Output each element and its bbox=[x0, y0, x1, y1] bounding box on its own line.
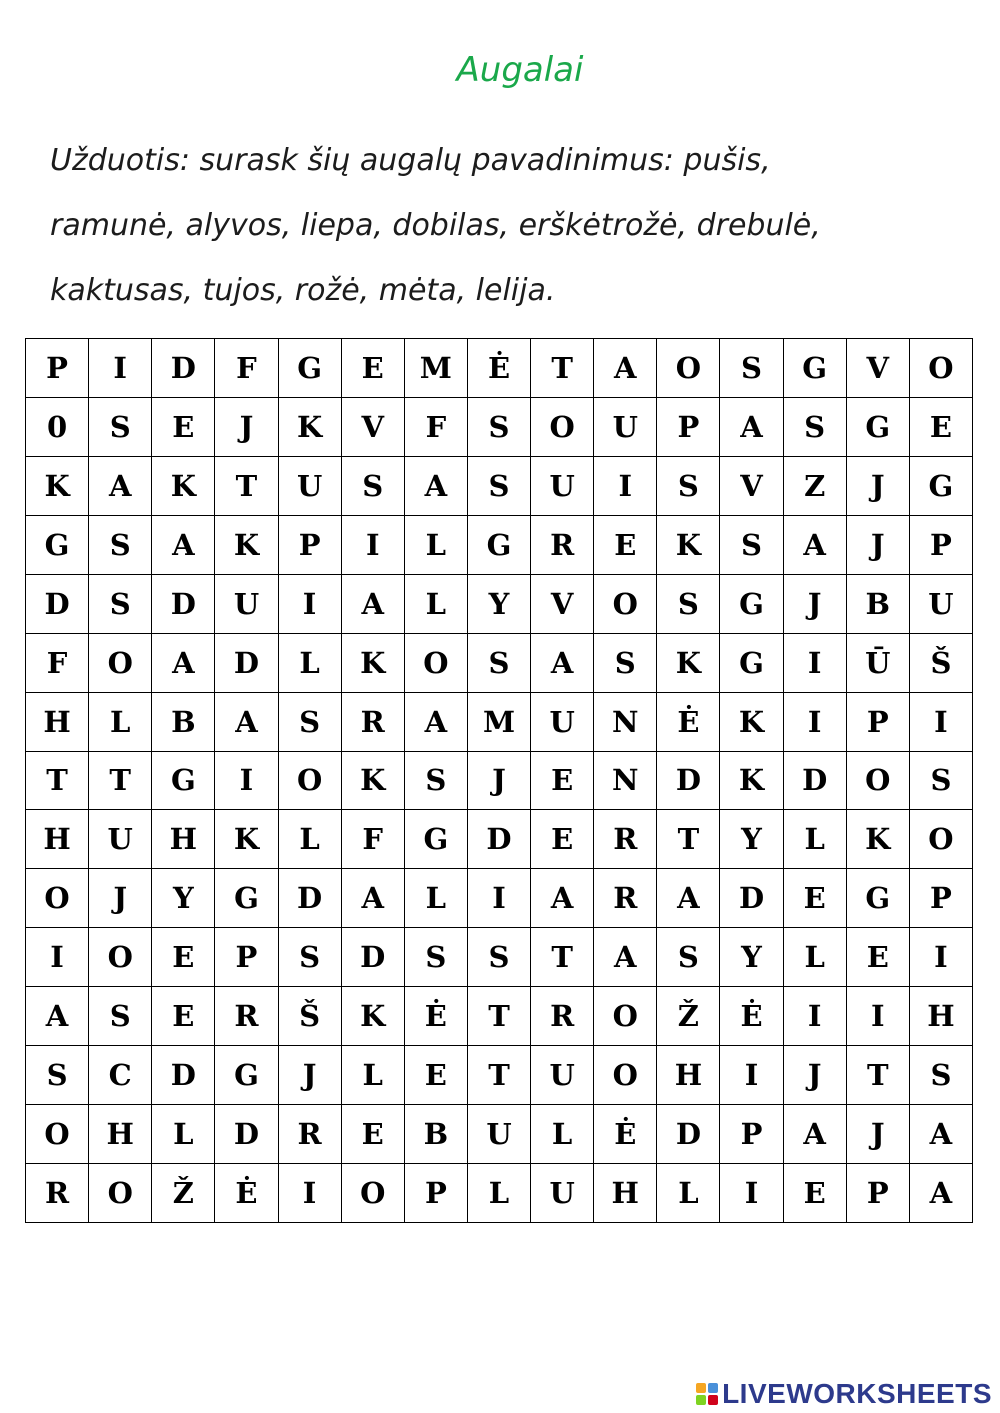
grid-cell[interactable]: H bbox=[26, 810, 89, 869]
grid-cell[interactable]: I bbox=[594, 457, 657, 516]
grid-cell[interactable]: V bbox=[531, 575, 594, 634]
grid-cell[interactable]: P bbox=[847, 1164, 910, 1223]
grid-cell[interactable]: Y bbox=[720, 810, 783, 869]
grid-cell[interactable]: P bbox=[720, 1105, 783, 1164]
grid-cell[interactable]: O bbox=[279, 752, 342, 811]
grid-cell[interactable]: H bbox=[26, 693, 89, 752]
liveworksheets-logo bbox=[696, 1377, 992, 1411]
grid-cell[interactable]: O bbox=[594, 987, 657, 1046]
grid-cell[interactable]: O bbox=[594, 575, 657, 634]
grid-cell[interactable]: H bbox=[657, 1046, 720, 1105]
grid-cell[interactable]: L bbox=[405, 869, 468, 928]
grid-cell[interactable]: A bbox=[531, 869, 594, 928]
grid-cell[interactable]: E bbox=[531, 752, 594, 811]
grid-cell[interactable]: S bbox=[657, 457, 720, 516]
grid-cell[interactable]: H bbox=[89, 1105, 152, 1164]
grid-cell[interactable]: D bbox=[342, 928, 405, 987]
grid-cell[interactable]: E bbox=[342, 1105, 405, 1164]
logo-square-4 bbox=[708, 1395, 718, 1405]
grid-cell[interactable]: D bbox=[215, 1105, 278, 1164]
grid-cell[interactable]: Z bbox=[784, 457, 847, 516]
grid-cell[interactable]: H bbox=[152, 810, 215, 869]
grid-cell[interactable]: 0 bbox=[26, 398, 89, 457]
grid-cell[interactable]: D bbox=[215, 634, 278, 693]
grid-cell[interactable]: P bbox=[657, 398, 720, 457]
grid-cell[interactable]: D bbox=[26, 575, 89, 634]
grid-cell[interactable]: A bbox=[26, 987, 89, 1046]
grid-cell[interactable]: I bbox=[342, 516, 405, 575]
grid-cell[interactable]: D bbox=[720, 869, 783, 928]
grid-cell[interactable]: S bbox=[910, 1046, 973, 1105]
grid-cell[interactable]: L bbox=[342, 1046, 405, 1105]
grid-cell[interactable]: R bbox=[531, 987, 594, 1046]
grid-cell[interactable]: A bbox=[657, 869, 720, 928]
grid-cell[interactable]: J bbox=[89, 869, 152, 928]
grid-cell[interactable]: I bbox=[847, 987, 910, 1046]
grid-cell[interactable]: V bbox=[847, 339, 910, 398]
grid-cell[interactable]: I bbox=[784, 634, 847, 693]
grid-cell[interactable]: U bbox=[531, 1046, 594, 1105]
grid-cell[interactable]: J bbox=[468, 752, 531, 811]
grid-cell[interactable]: P bbox=[279, 516, 342, 575]
grid-cell[interactable]: T bbox=[847, 1046, 910, 1105]
grid-cell[interactable]: E bbox=[152, 928, 215, 987]
grid-cell[interactable]: L bbox=[405, 575, 468, 634]
grid-cell[interactable]: N bbox=[594, 752, 657, 811]
grid-cell[interactable]: H bbox=[910, 987, 973, 1046]
grid-cell[interactable]: A bbox=[342, 869, 405, 928]
grid-cell[interactable]: F bbox=[215, 339, 278, 398]
grid-cell[interactable]: K bbox=[847, 810, 910, 869]
task-line-1: Užduotis: surask šių augalų pavadinimus: pušis, bbox=[50, 143, 771, 178]
grid-cell[interactable]: T bbox=[468, 1046, 531, 1105]
grid-cell[interactable]: T bbox=[531, 339, 594, 398]
grid-cell[interactable]: K bbox=[720, 693, 783, 752]
grid-cell[interactable]: J bbox=[847, 457, 910, 516]
grid-cell[interactable]: L bbox=[784, 928, 847, 987]
grid-cell[interactable]: E bbox=[847, 928, 910, 987]
grid-cell[interactable]: K bbox=[342, 987, 405, 1046]
grid-cell[interactable]: D bbox=[152, 339, 215, 398]
grid-cell[interactable]: R bbox=[26, 1164, 89, 1223]
grid-cell[interactable]: U bbox=[531, 457, 594, 516]
grid-cell[interactable]: I bbox=[910, 928, 973, 987]
grid-cell[interactable]: I bbox=[89, 339, 152, 398]
grid-cell[interactable]: G bbox=[910, 457, 973, 516]
grid-cell[interactable]: E bbox=[405, 1046, 468, 1105]
grid-cell[interactable]: O bbox=[594, 1046, 657, 1105]
grid-cell[interactable]: R bbox=[342, 693, 405, 752]
grid-cell[interactable]: S bbox=[26, 1046, 89, 1105]
grid-cell[interactable]: O bbox=[89, 1164, 152, 1223]
grid-cell[interactable]: G bbox=[152, 752, 215, 811]
task-line-2: ramunė, alyvos, liepa, dobilas, erškėtrožė, drebulė, bbox=[50, 208, 821, 243]
word-search-grid bbox=[25, 338, 973, 1223]
grid-cell[interactable]: U bbox=[468, 1105, 531, 1164]
grid-cell[interactable]: S bbox=[784, 398, 847, 457]
grid-cell[interactable]: Ė bbox=[657, 693, 720, 752]
grid-cell[interactable]: Ū bbox=[847, 634, 910, 693]
grid-cell[interactable]: F bbox=[342, 810, 405, 869]
grid-cell[interactable]: E bbox=[531, 810, 594, 869]
grid-cell[interactable]: G bbox=[720, 575, 783, 634]
grid-cell[interactable]: I bbox=[468, 869, 531, 928]
grid-cell[interactable]: S bbox=[720, 516, 783, 575]
grid-cell[interactable]: I bbox=[784, 693, 847, 752]
grid-cell[interactable]: T bbox=[657, 810, 720, 869]
grid-cell[interactable]: I bbox=[215, 752, 278, 811]
grid-cell[interactable]: P bbox=[26, 339, 89, 398]
grid-cell[interactable]: G bbox=[215, 1046, 278, 1105]
grid-cell[interactable]: I bbox=[26, 928, 89, 987]
grid-cell[interactable]: J bbox=[847, 516, 910, 575]
grid-cell[interactable]: P bbox=[910, 516, 973, 575]
grid-cell[interactable]: R bbox=[215, 987, 278, 1046]
grid-cell[interactable]: O bbox=[910, 810, 973, 869]
grid-cell[interactable]: Š bbox=[910, 634, 973, 693]
grid-cell[interactable]: Y bbox=[152, 869, 215, 928]
grid-cell[interactable]: G bbox=[405, 810, 468, 869]
grid-cell[interactable]: U bbox=[910, 575, 973, 634]
grid-cell[interactable]: S bbox=[720, 339, 783, 398]
grid-cell[interactable]: L bbox=[89, 693, 152, 752]
grid-cell[interactable]: P bbox=[405, 1164, 468, 1223]
grid-cell[interactable]: Ž bbox=[657, 987, 720, 1046]
grid-cell[interactable]: I bbox=[720, 1046, 783, 1105]
grid-cell[interactable]: S bbox=[89, 987, 152, 1046]
task-instructions bbox=[50, 128, 950, 323]
grid-cell[interactable]: Y bbox=[468, 575, 531, 634]
grid-cell[interactable]: A bbox=[405, 457, 468, 516]
grid-cell[interactable]: S bbox=[342, 457, 405, 516]
grid-cell[interactable]: K bbox=[215, 516, 278, 575]
grid-cell[interactable]: R bbox=[594, 810, 657, 869]
grid-cell[interactable]: P bbox=[910, 869, 973, 928]
grid-cell[interactable]: A bbox=[342, 575, 405, 634]
grid-cell[interactable]: S bbox=[657, 575, 720, 634]
grid-cell[interactable]: O bbox=[657, 339, 720, 398]
grid-cell[interactable]: K bbox=[215, 810, 278, 869]
grid-cell[interactable]: P bbox=[215, 928, 278, 987]
grid-cell[interactable]: O bbox=[847, 752, 910, 811]
grid-cell[interactable]: U bbox=[531, 1164, 594, 1223]
grid-cell[interactable]: G bbox=[468, 516, 531, 575]
grid-cell[interactable]: F bbox=[405, 398, 468, 457]
grid-cell[interactable]: O bbox=[89, 634, 152, 693]
grid-cell[interactable]: G bbox=[847, 398, 910, 457]
grid-cell[interactable]: O bbox=[26, 869, 89, 928]
grid-cell[interactable]: O bbox=[910, 339, 973, 398]
grid-cell[interactable]: Ė bbox=[405, 987, 468, 1046]
grid-cell[interactable]: V bbox=[720, 457, 783, 516]
grid-cell[interactable]: J bbox=[784, 1046, 847, 1105]
grid-cell[interactable]: U bbox=[215, 575, 278, 634]
grid-cell[interactable]: A bbox=[215, 693, 278, 752]
grid-cell[interactable]: K bbox=[342, 634, 405, 693]
grid-cell[interactable]: T bbox=[89, 752, 152, 811]
grid-cell[interactable]: M bbox=[405, 339, 468, 398]
grid-cell[interactable]: U bbox=[531, 693, 594, 752]
grid-cell[interactable]: A bbox=[594, 339, 657, 398]
grid-cell[interactable]: T bbox=[26, 752, 89, 811]
grid-cell[interactable]: G bbox=[279, 339, 342, 398]
grid-cell[interactable]: H bbox=[594, 1164, 657, 1223]
worksheet-title: Augalai bbox=[456, 50, 584, 90]
grid-cell[interactable]: E bbox=[784, 869, 847, 928]
grid-cell[interactable]: T bbox=[215, 457, 278, 516]
grid-cell[interactable]: L bbox=[657, 1164, 720, 1223]
grid-cell[interactable]: L bbox=[279, 634, 342, 693]
grid-cell[interactable]: A bbox=[531, 634, 594, 693]
grid-cell[interactable]: T bbox=[531, 928, 594, 987]
grid-cell[interactable]: O bbox=[531, 398, 594, 457]
grid-cell[interactable]: R bbox=[531, 516, 594, 575]
grid-cell[interactable]: S bbox=[657, 928, 720, 987]
grid-cell[interactable]: J bbox=[215, 398, 278, 457]
grid-cell[interactable]: A bbox=[910, 1164, 973, 1223]
grid-cell[interactable]: D bbox=[279, 869, 342, 928]
grid-cell[interactable]: E bbox=[342, 339, 405, 398]
grid-cell[interactable]: A bbox=[89, 457, 152, 516]
grid-cell[interactable]: I bbox=[784, 987, 847, 1046]
grid-cell[interactable]: Ė bbox=[720, 987, 783, 1046]
grid-cell[interactable]: A bbox=[720, 398, 783, 457]
grid-cell[interactable]: S bbox=[910, 752, 973, 811]
grid-cell[interactable]: I bbox=[279, 575, 342, 634]
grid-cell[interactable]: K bbox=[657, 634, 720, 693]
grid-cell[interactable]: S bbox=[89, 516, 152, 575]
grid-cell[interactable]: B bbox=[847, 575, 910, 634]
grid-cell[interactable]: B bbox=[405, 1105, 468, 1164]
grid-cell[interactable]: A bbox=[405, 693, 468, 752]
grid-cell[interactable]: K bbox=[152, 457, 215, 516]
grid-cell[interactable]: D bbox=[468, 810, 531, 869]
grid-cell[interactable]: O bbox=[89, 928, 152, 987]
grid-cell[interactable]: G bbox=[784, 339, 847, 398]
grid-cell[interactable]: K bbox=[26, 457, 89, 516]
grid-cell[interactable]: S bbox=[279, 693, 342, 752]
grid-cell[interactable]: S bbox=[594, 634, 657, 693]
grid-cell[interactable]: O bbox=[26, 1105, 89, 1164]
grid-cell[interactable]: C bbox=[89, 1046, 152, 1105]
grid-cell[interactable]: J bbox=[847, 1105, 910, 1164]
grid-cell[interactable]: Ė bbox=[468, 339, 531, 398]
grid-cell[interactable]: B bbox=[152, 693, 215, 752]
logo-square-2 bbox=[708, 1383, 718, 1393]
task-line-3: kaktusas, tujos, rožė, mėta, lelija. bbox=[50, 273, 556, 308]
grid-cell[interactable]: A bbox=[784, 516, 847, 575]
grid-cell[interactable]: K bbox=[657, 516, 720, 575]
grid-cell[interactable]: V bbox=[342, 398, 405, 457]
grid-cell[interactable]: N bbox=[594, 693, 657, 752]
grid-cell[interactable]: A bbox=[910, 1105, 973, 1164]
grid-cell[interactable]: A bbox=[784, 1105, 847, 1164]
grid-cell[interactable]: D bbox=[657, 752, 720, 811]
grid-cell[interactable]: R bbox=[594, 869, 657, 928]
grid-cell[interactable]: D bbox=[152, 575, 215, 634]
grid-cell[interactable]: J bbox=[784, 575, 847, 634]
grid-cell[interactable]: P bbox=[847, 693, 910, 752]
grid-cell[interactable]: S bbox=[279, 928, 342, 987]
grid-cell[interactable]: U bbox=[594, 398, 657, 457]
grid-cell[interactable]: G bbox=[215, 869, 278, 928]
grid-cell[interactable]: L bbox=[152, 1105, 215, 1164]
grid-cell[interactable]: A bbox=[152, 634, 215, 693]
grid-cell[interactable]: L bbox=[531, 1105, 594, 1164]
grid-cell[interactable]: O bbox=[342, 1164, 405, 1223]
grid-cell[interactable]: L bbox=[784, 810, 847, 869]
grid-cell[interactable]: G bbox=[26, 516, 89, 575]
grid-cell[interactable]: L bbox=[405, 516, 468, 575]
grid-cell[interactable]: A bbox=[594, 928, 657, 987]
grid-cell[interactable]: Ė bbox=[594, 1105, 657, 1164]
grid-cell[interactable]: F bbox=[26, 634, 89, 693]
grid-cell[interactable]: S bbox=[89, 398, 152, 457]
grid-cell[interactable]: D bbox=[152, 1046, 215, 1105]
grid-cell[interactable]: E bbox=[152, 987, 215, 1046]
grid-cell[interactable]: E bbox=[152, 398, 215, 457]
grid-cell[interactable]: J bbox=[279, 1046, 342, 1105]
grid-cell[interactable]: S bbox=[405, 928, 468, 987]
grid-cell[interactable]: K bbox=[279, 398, 342, 457]
grid-cell[interactable]: D bbox=[784, 752, 847, 811]
grid-cell[interactable]: S bbox=[468, 398, 531, 457]
grid-cell[interactable]: S bbox=[468, 634, 531, 693]
grid-cell[interactable]: Š bbox=[279, 987, 342, 1046]
logo-square-1 bbox=[696, 1383, 706, 1393]
grid-cell[interactable]: Y bbox=[720, 928, 783, 987]
logo-square-3 bbox=[696, 1395, 706, 1405]
grid-cell[interactable]: S bbox=[468, 928, 531, 987]
logo-text: LIVEWORKSHEETS bbox=[722, 1378, 992, 1409]
grid-cell[interactable]: S bbox=[468, 457, 531, 516]
grid-cell[interactable]: Ė bbox=[215, 1164, 278, 1223]
grid-cell[interactable]: R bbox=[279, 1105, 342, 1164]
grid-cell[interactable]: E bbox=[910, 398, 973, 457]
grid-cell[interactable]: K bbox=[342, 752, 405, 811]
grid-cell[interactable]: Ž bbox=[152, 1164, 215, 1223]
grid-cell[interactable]: G bbox=[720, 634, 783, 693]
grid-cell[interactable]: U bbox=[89, 810, 152, 869]
grid-cell[interactable]: E bbox=[784, 1164, 847, 1223]
grid-cell[interactable]: G bbox=[847, 869, 910, 928]
grid-cell[interactable]: I bbox=[720, 1164, 783, 1223]
grid-cell[interactable]: K bbox=[720, 752, 783, 811]
logo-mark-icon bbox=[696, 1383, 718, 1405]
grid-cell[interactable]: O bbox=[405, 634, 468, 693]
grid-cell[interactable]: S bbox=[405, 752, 468, 811]
grid-cell[interactable]: U bbox=[279, 457, 342, 516]
grid-cell[interactable]: T bbox=[468, 987, 531, 1046]
grid-cell[interactable]: L bbox=[279, 810, 342, 869]
grid-cell[interactable]: I bbox=[910, 693, 973, 752]
grid-cell[interactable]: M bbox=[468, 693, 531, 752]
grid-cell[interactable]: E bbox=[594, 516, 657, 575]
grid-cell[interactable]: D bbox=[657, 1105, 720, 1164]
grid-cell[interactable]: S bbox=[89, 575, 152, 634]
grid-cell[interactable]: L bbox=[468, 1164, 531, 1223]
grid-cell[interactable]: I bbox=[279, 1164, 342, 1223]
grid-cell[interactable]: A bbox=[152, 516, 215, 575]
